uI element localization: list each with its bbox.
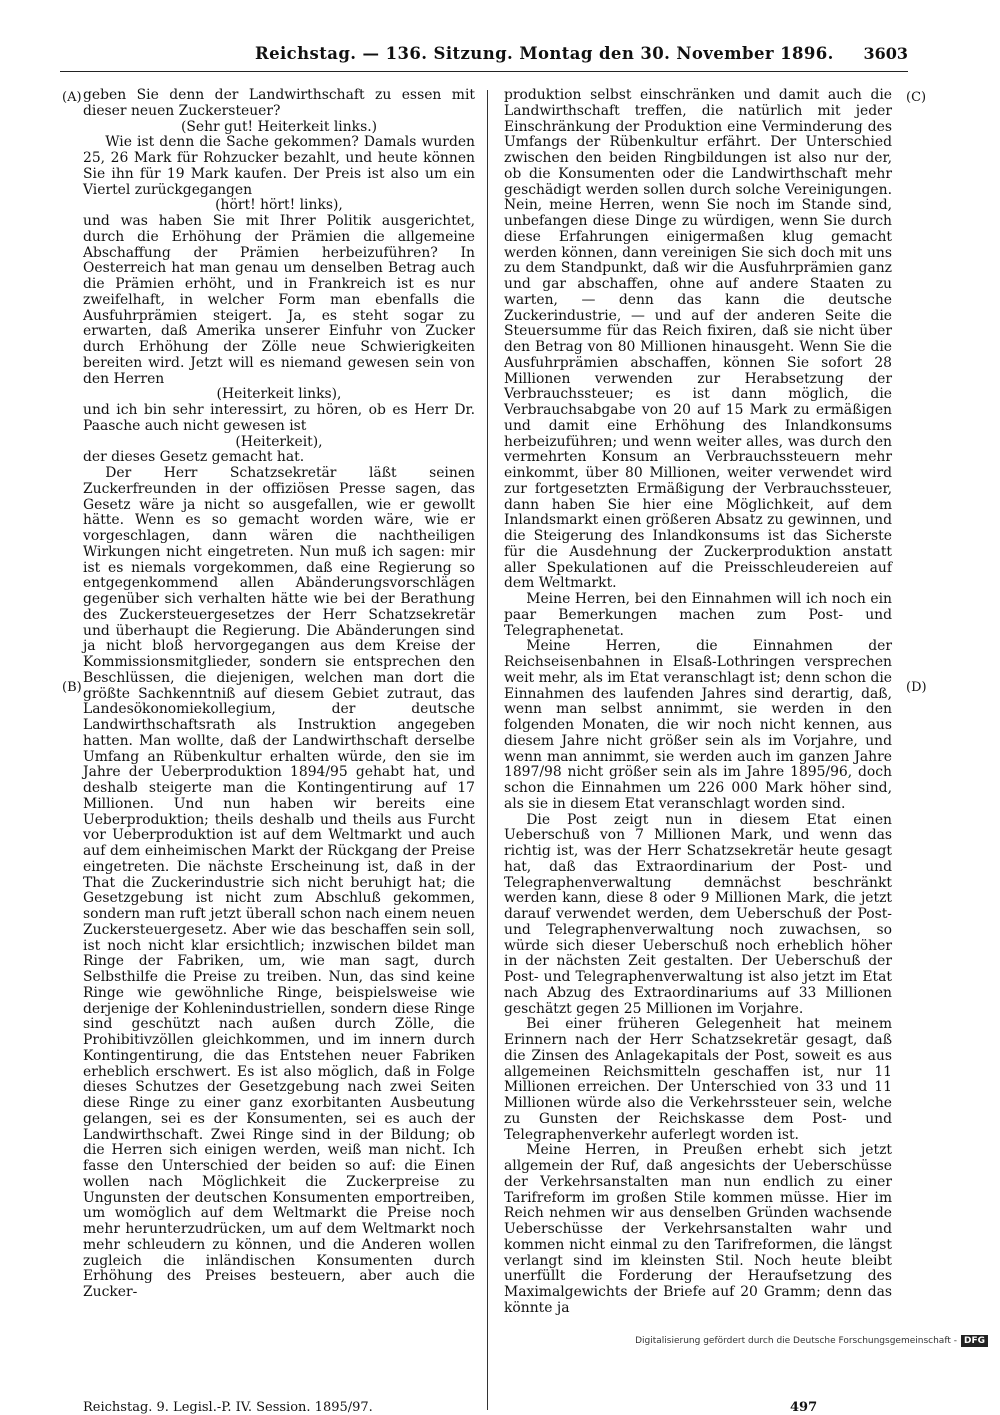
paragraph: (Heiterkeit), [235,433,323,450]
paragraph: Meine Herren, in Preußen erhebt sich jetzt allgemein der Ruf, daß angesichts der Ueberschüsse der Verkehrsanstalten man nun endlich zu einer Tarifreform im großen Stile kommen müsse. Hier im Reich nehmen wir aus denselben Gründen wachsende Ueberschüsse der Verkehrsanstalten wahr und kommen nicht einmal zu den Tarifreformen, die längst verlangt sind im kleinsten Stil. Noch heute bleibt unerfüllt die Forderung der Heraufsetzung des Maximalgewichts der Briefe auf 20 Gramm; denn das könnte ja [504,1142,892,1316]
paragraph: (Sehr gut! Heiterkeit links.) [180,118,378,135]
paragraph: (hört! hört! links), [215,197,343,214]
paragraph: und was haben Sie mit Ihrer Politik ausgerichtet, durch die Erhöhung der Prämien die allgemeine Abschaffung der Prämien herbeizuführen? In Oesterreich hat man genau um denselben Betrag auch die Prämien erhöht, und in Frankreich ist es nur zweifelhaft, in welcher Form man ebenfalls die Ausfuhrprämien steigert. Ja, es steht sogar zu erwarten, daß Amerika unserer Einfuhr von Zucker durch Erhöhung der Zölle neue Schwierigkeiten bereiten wird. Jetzt will es niemand gewesen sein von den Herren [83,213,475,387]
paragraph: produktion selbst einschränken und damit auch die Landwirthschaft treffen, die natürlich mit jeder Einschränkung der Produktion eine Verminderung des Umfangs der Rübenkultur erfährt. Der Unterschied zwischen den beiden Ringbildungen ist also nur der, ob die Konsumenten oder die Landwirthschaft mehr geschädigt werden sollen durch solche Vereinigungen. Nein, meine Herren, wenn Sie noch im Stande sind, unbefangen diese Dinge zu würdigen, wenn Sie durch diese Erfahrungen einigermaßen klug gemacht werden können, dann vereinigen Sie sich doch mit uns zu dem Standpunkt, daß wir die Ausfuhrprämien ganz und gar abschaffen, ohne auf andere Staaten zu warten, — denn das kann die deutsche Zuckerindustrie, — und auf der anderen Seite die Steuersumme für das Reich fixiren, daß sie nicht über den Betrag von 80 Millionen hinausgeht. Wenn Sie die Ausfuhrprämien abschaffen, können Sie sofort 28 Millionen verwenden zur Herabsetzung der Verbrauchssteuer; es ist dann möglich, die Verbrauchsabgabe von 20 auf 15 Mark zu ermäßigen und damit eine Erhöhung des Inlandkonsums herbeizuführen; und wenn weiter alles, was durch den vermehrten Konsum an Verbrauchssteuern mehr einkommt, über 80 Millionen, weiter verwendet wird zur fortgesetzten Ermäßigung der Verbrauchssteuer, dann haben Sie hier eine Möglichkeit, auf dem Inlandsmarkt einen größeren Absatz zu gewinnen, und die Steigerung des Inlandkonsums ist das Sicherste für die Ausdehnung der Zuckerproduktion anstatt aller Spekulationen auf die Preisschleudereien auf dem Weltmarkt. [504,87,892,592]
digitization-text: Digitalisierung gefördert durch die Deutsche Forschungsgemeinschaft - [635,1336,957,1346]
paragraph: geben Sie denn der Landwirthschaft zu essen mit dieser neuen Zuckersteuer? [83,87,475,119]
paragraph: der dieses Gesetz gemacht hat. [83,449,305,466]
footer-session-info: Reichstag. 9. Legisl.-P. IV. Session. 1895/97. [83,1400,373,1415]
page-number: 3603 [863,44,908,63]
paragraph: Der Herr Schatzsekretär läßt seinen Zuckerfreunden in der offiziösen Presse sagen, das Gesetz wäre ja nicht so ausgefallen, wie er gewollt hätte. Wenn es so gemacht worden wäre, wie er vorgeschlagen, dann wären die nachtheiligen Wirkungen nicht eingetreten. Nun muß ich sagen: mir ist es niemals vorgekommen, daß eine Regierung so entgegenkommend allen Abänderungsvorschlägen gegenüber sich verhalten hätte wie bei der Berathung des Zuckersteuergesetzes der Herr Schatzsekretär und überhaupt die Regierung. Die Abänderungen sind ja nicht bloß hervorgegangen aus dem Kreise der Kommissionsmitglieder, sondern sie entsprechen den Beschlüssen, die diejenigen, welchen man dort die größte Sachkenntniß auf diesem Gebiet zutraut, das Landesökonomiekollegium, der deutsche Landwirthschaftsrath als Instruktion angegeben hatten. Man wollte, daß der Landwirthschaft derselbe Umfang an Rübenkultur erhalten würde, den sie im Jahre der Ueberproduktion 1894/95 gehabt hat, und deshalb steigerte man die Kontingentirung auf 17 Millionen. Und nun haben wir bereits eine Ueberproduktion; theils deshalb und theils aus Furcht vor Ueberproduktion ist auf dem Weltmarkt und auch auf dem einheimischen Markt der Rückgang der Preise eingetreten. Die nächste Erscheinung ist, daß in der That die Zuckerindustrie sich nicht beruhigt hat; die Gesetzgebung ist nicht zum Abschluß gekommen, sondern man ruft jetzt überall schon nach einem neuen Zuckersteuergesetz. Aber wie das beschaffen sein soll, ist noch nicht klar ersichtlich; inzwischen bildet man Ringe der Fabriken, um, wie man sagt, durch Selbsthilfe die Preise zu treiben. Nun, das sind keine Ringe wie gewöhnliche Ringe, beispielsweise wie derjenige der Kohlenindustriellen, sondern diese Ringe sind geschützt nach außen durch Zölle, die Prohibitivzöllen gleichkommen, und im innern durch Kontingentirung, die das Entstehen neuer Fabriken erheblich erschwert. Es ist also möglich, daß in Folge dieses Schutzes der Gesetzgebung nach zwei Seiten diese Ringe zu einer ganz exorbitanten Ausbeutung gelangen, sei es der Konsumenten, sei es auch der Landwirthschaft. Zwei Ringe sind in der Bildung; ob die Herren sich einigen werden, weiß man nicht. Ich fasse den Unterschied der beiden so auf: die Einen wollen nach Möglichkeit die Zuckerpreise zu Ungunsten der deutschen Konsumenten emportreiben, um womöglich auf dem Weltmarkt die Preise noch mehr herunterzudrücken, um auf dem Weltmarkt noch mehr schleudern zu können, und die Anderen wollen zugleich die inländischen Konsumenten durch Erhöhung des Preises besteuern, aber auch die Zucker- [83,465,475,1300]
page-header [60,44,908,68]
digitization-credit [635,1335,988,1347]
paragraph: Die Post zeigt nun in diesem Etat einen Ueberschuß von 7 Millionen Mark, und wenn das richtig ist, was der Herr Schatzsekretär heute gesagt hat, daß das Extraordinarium der Post- und Telegraphenverwaltung demnächst beschränkt werden kann, diese 8 oder 9 Millionen Mark, die jetzt darauf verwendet werden, dem Ueberschuß der Post- und Telegraphenverwaltung noch zuwachsen, so würde sich dieser Ueberschuß noch erheblich höher in der nächsten Zeit gestalten. Der Ueberschuß der Post- und Telegraphenverwaltung ist also jetzt im Etat nach Abzug des Extraordinariums auf 33 Millionen geschätzt gegen 25 Millionen im Vorjahre. [504,811,892,1017]
paragraph: Meine Herren, bei den Einnahmen will ich noch ein paar Bemerkungen machen zum Post- und Telegraphenetat. [504,591,892,639]
header-title: Reichstag. — 136. Sitzung. Montag den 30. November 1896. [255,44,834,63]
margin-marker-c: (C) [906,90,927,105]
margin-marker-a: (A) [62,90,82,105]
right-column [504,88,892,1317]
paragraph: (Heiterkeit links), [216,386,342,403]
dfg-logo: DFG [961,1335,988,1347]
footer-sheet-number: 497 [790,1400,818,1415]
column-divider [487,90,488,1410]
paragraph: und ich bin sehr interessirt, zu hören, ob es Herr Dr. Paasche auch nicht gewesen ist [83,402,475,434]
margin-marker-b: (B) [62,680,82,695]
paragraph: Meine Herren, die Einnahmen der Reichseisenbahnen in Elsaß-Lothringen versprechen weit mehr, als im Etat veranschlagt ist; denn schon die Einnahmen des laufenden Jahres sind derartig, daß, wenn man selbst annimmt, sie werden in den folgenden Monaten, die wir noch nicht kennen, aus diesem Jahre nicht größer sein als im Vorjahre, und wenn man annimmt, sie werden auch im ganzen Jahre 1897/98 nicht größer sein als im Jahre 1895/96, doch schon die Einnahmen um 226 000 Mark höher sind, als sie in diesem Etat veranschlagt worden sind. [504,638,892,812]
paragraph: Bei einer früheren Gelegenheit hat meinem Erinnern nach der Herr Schatzsekretär gesagt, daß die Zinsen des Anlagekapitals der Post, soweit es aus allgemeinen Reichsmitteln geschaffen ist, nur 11 Millionen erreichen. Der Unterschied von 33 und 11 Millionen würde also die Verkehrssteuer sein, welche zu Gunsten der Reichskasse dem Post- und Telegraphenverkehr auferlegt worden ist. [504,1016,892,1143]
header-rule [60,71,908,72]
left-column [83,88,475,1301]
margin-marker-d: (D) [906,680,927,695]
paragraph: Wie ist denn die Sache gekommen? Damals wurden 25, 26 Mark für Rohzucker bezahlt, und heute können Sie ihn für 19 Mark kaufen. Der Preis ist also um ein Viertel zurückgegangen [83,134,475,198]
